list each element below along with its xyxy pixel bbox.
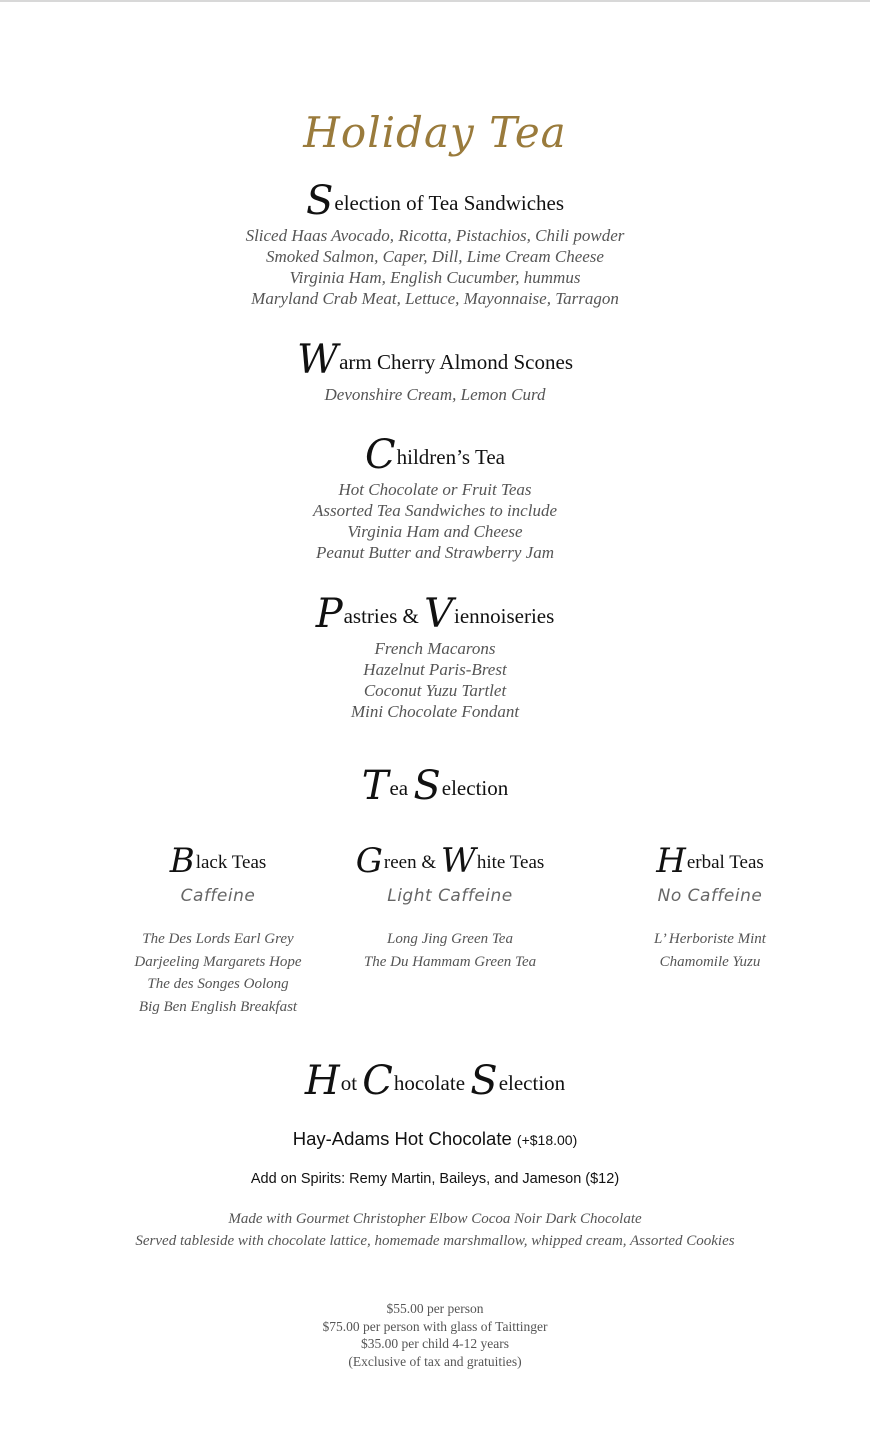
list-item: Smoked Salmon, Caper, Dill, Lime Cream Cheese: [266, 247, 604, 266]
hot-chocolate-item: [0, 1128, 870, 1150]
heading-text: election: [441, 776, 509, 800]
list-item: Chamomile Yuzu: [659, 953, 761, 970]
scones-section: [0, 337, 870, 405]
caffeine-label: Caffeine: [180, 886, 256, 906]
flourish-cap: S: [470, 1058, 498, 1104]
heading-text: hildren’s Tea: [396, 445, 505, 469]
herbal-teas-column: [600, 841, 820, 973]
description-line: Made with Gourmet Christopher Elbow Cocoa Noir Dark Chocolate: [228, 1211, 642, 1227]
column-heading: [325, 841, 575, 881]
list-item: Maryland Crab Meat, Lettuce, Mayonnaise, Tarragon: [251, 289, 619, 308]
tea-selection-section: [0, 763, 870, 809]
heading-text: election of Tea Sandwiches: [334, 191, 565, 215]
item-list: [600, 928, 820, 973]
list-item: Sliced Haas Avocado, Ricotta, Pistachios, Chili powder: [245, 226, 625, 245]
item-list: [0, 479, 870, 563]
caffeine-label: Light Caffeine: [387, 886, 513, 906]
flourish-cap: V: [424, 591, 453, 637]
section-heading: [0, 178, 870, 224]
hot-chocolate-section: [0, 1058, 870, 1104]
heading-text: hocolate: [393, 1071, 471, 1095]
flourish-cap: C: [362, 1058, 393, 1104]
heading-text: astries &: [343, 604, 425, 628]
item-list: [0, 225, 870, 309]
heading-text: election: [498, 1071, 566, 1095]
list-item: Big Ben English Breakfast: [138, 998, 298, 1015]
heading-text: iennoiseries: [453, 604, 555, 628]
hot-chocolate-description: [0, 1209, 870, 1252]
price-line: $55.00 per person: [386, 1301, 484, 1316]
flourish-cap: W: [440, 841, 476, 881]
heading-text: reen &: [383, 852, 441, 873]
heading-text: ea: [389, 776, 414, 800]
list-item: Virginia Ham, English Cucumber, hummus: [289, 268, 581, 287]
list-item: The Du Hammam Green Tea: [363, 953, 537, 970]
flourish-cap: G: [355, 841, 383, 881]
flourish-cap: W: [296, 337, 339, 383]
list-item: Assorted Tea Sandwiches to include: [313, 501, 557, 520]
item-list: [0, 384, 870, 405]
item-name: Hay-Adams Hot Chocolate: [292, 1128, 517, 1149]
pricing-block: [0, 1300, 870, 1370]
section-heading: [0, 591, 870, 637]
section-heading: [0, 1058, 870, 1104]
column-heading: [98, 841, 338, 881]
list-item: The Des Lords Earl Grey: [142, 931, 294, 947]
item-price: (+$18.00): [516, 1132, 578, 1148]
list-item: Virginia Ham and Cheese: [347, 522, 523, 541]
spirits-addon: Add on Spirits: Remy Martin, Baileys, and Jameson ($12): [250, 1171, 620, 1187]
heading-text: ot: [340, 1071, 363, 1095]
flourish-cap: T: [361, 763, 389, 809]
heading-text: erbal Teas: [686, 852, 764, 873]
heading-text: lack Teas: [195, 852, 267, 873]
list-item: Hot Chocolate or Fruit Teas: [338, 480, 532, 499]
list-item: Darjeeling Margarets Hope: [134, 953, 302, 970]
list-item: Long Jing Green Tea: [387, 931, 513, 947]
flourish-cap: H: [304, 1058, 340, 1104]
list-item: Coconut Yuzu Tartlet: [363, 681, 507, 700]
page-title: Holiday Tea: [303, 108, 567, 157]
childrens-section: [0, 432, 870, 563]
heading-text: hite Teas: [476, 852, 545, 873]
list-item: Mini Chocolate Fondant: [350, 702, 520, 721]
section-heading: [0, 432, 870, 478]
top-rule: [0, 0, 870, 2]
list-item: L’ Herboriste Mint: [654, 931, 766, 947]
green-white-teas-column: [325, 841, 575, 973]
flourish-cap: B: [169, 841, 195, 881]
column-heading: [600, 841, 820, 881]
flourish-cap: P: [315, 591, 343, 637]
list-item: Hazelnut Paris-Brest: [363, 660, 507, 679]
list-item: The des Songes Oolong: [147, 976, 289, 992]
price-line: $35.00 per child 4-12 years: [360, 1336, 510, 1351]
price-line: (Exclusive of tax and gratuities): [348, 1353, 522, 1369]
list-item: Devonshire Cream, Lemon Curd: [324, 385, 546, 404]
section-heading: [0, 337, 870, 383]
list-item: French Macarons: [374, 639, 496, 658]
flourish-cap: H: [656, 841, 686, 881]
sandwiches-section: [0, 178, 870, 309]
black-teas-column: [98, 841, 338, 1018]
item-list: [325, 928, 575, 973]
flourish-cap: C: [365, 432, 396, 478]
flourish-cap: S: [305, 178, 334, 224]
price-line: $75.00 per person with glass of Taittinger: [322, 1318, 548, 1334]
description-line: Served tableside with chocolate lattice, homemade marshmallow, whipped cream, Assorted Cookies: [135, 1232, 735, 1249]
list-item: Peanut Butter and Strawberry Jam: [316, 543, 554, 562]
flourish-cap: S: [413, 763, 441, 809]
pastries-section: [0, 591, 870, 722]
item-list: [0, 638, 870, 722]
caffeine-label: No Caffeine: [657, 886, 763, 906]
item-list: [98, 928, 338, 1018]
section-heading: [0, 763, 870, 809]
heading-text: arm Cherry Almond Scones: [339, 350, 573, 374]
